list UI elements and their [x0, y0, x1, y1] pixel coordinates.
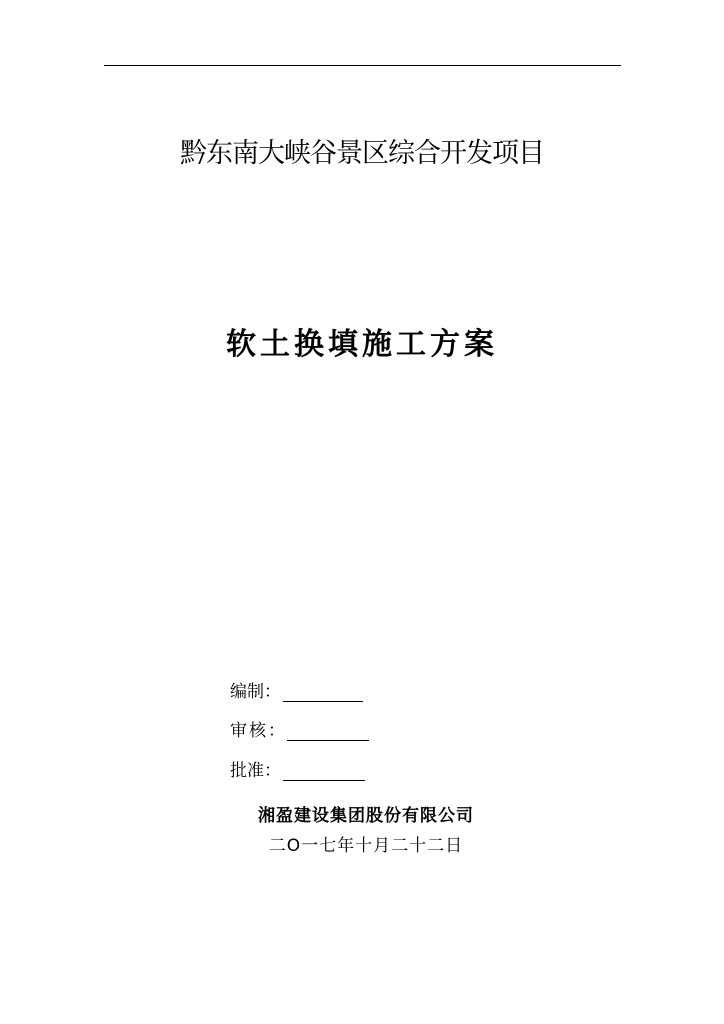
- signature-label-reviewer: 审核：: [230, 721, 287, 741]
- signature-blank-reviewer: [287, 722, 369, 741]
- document-date: 二O一七年十月二十二日: [268, 836, 464, 856]
- document-title: 软土换填施工方案: [226, 327, 498, 362]
- signature-blank-approver: [283, 762, 365, 781]
- signature-blank-compiler: [283, 683, 363, 702]
- signature-label-compiler: 编制：: [230, 682, 281, 702]
- signature-row-reviewer: [230, 718, 369, 744]
- project-title: 黔东南大峡谷景区综合开发项目: [180, 138, 544, 169]
- signature-row-compiler: [230, 679, 363, 705]
- header-rule: [104, 65, 621, 66]
- signature-label-approver: 批准：: [230, 761, 281, 781]
- company-name: 湘盈建设集团股份有限公司: [258, 806, 474, 826]
- signature-row-approver: [230, 758, 365, 784]
